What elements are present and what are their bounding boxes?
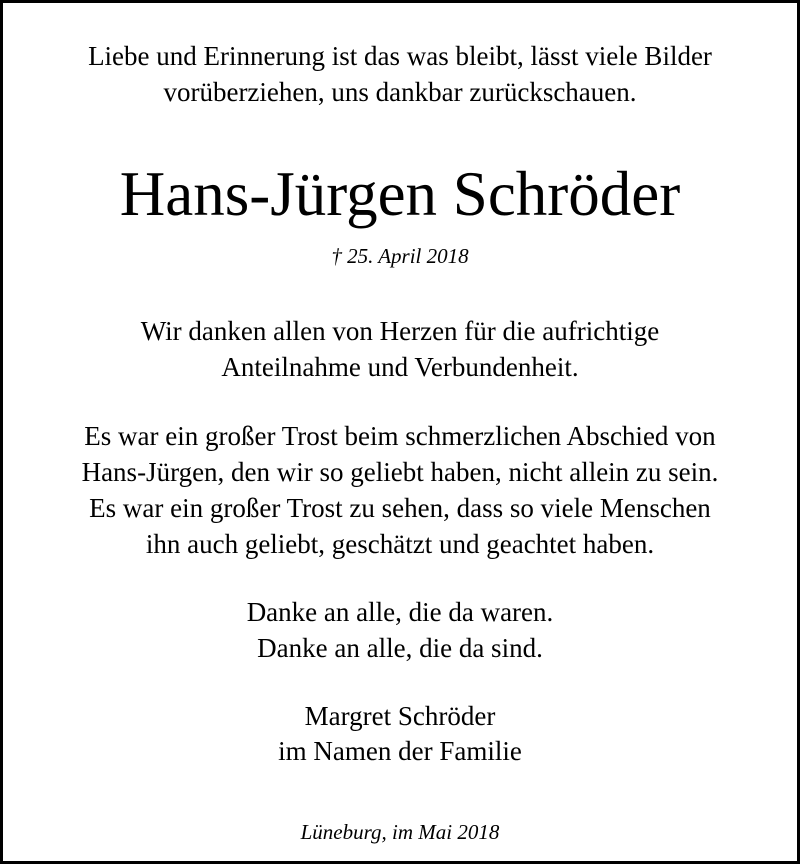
place-and-date: Lüneburg, im Mai 2018: [300, 820, 500, 844]
signature-family: im Namen der Familie: [278, 736, 522, 766]
verse-line: Liebe und Erinnerung ist das was bleibt, lässt viele Bilder: [88, 41, 712, 71]
thanks-line: Wir danken allen von Herzen für die aufrichtige: [140, 316, 660, 346]
comfort-line: Es war ein großer Trost beim schmerzlichen Abschied von: [84, 421, 716, 451]
comfort-line: Es war ein großer Trost zu sehen, dass so viele Menschen: [89, 493, 711, 523]
deceased-name: Hans-Jürgen Schröder: [119, 159, 681, 229]
closing-line: Danke an alle, die da sind.: [257, 633, 543, 663]
closing-line: Danke an alle, die da waren.: [246, 597, 554, 627]
comfort-line: Hans-Jürgen, den wir so geliebt haben, nicht allein zu sein.: [81, 457, 719, 487]
verse-line: vorüberziehen, uns dankbar zurückschauen.: [163, 77, 637, 107]
thanks-line: Anteilnahme und Verbundenheit.: [221, 352, 579, 382]
death-date: † 25. April 2018: [331, 244, 469, 268]
signature-name: Margret Schröder: [304, 701, 496, 731]
comfort-line: ihn auch geliebt, geschätzt und geachtet haben.: [145, 529, 655, 559]
